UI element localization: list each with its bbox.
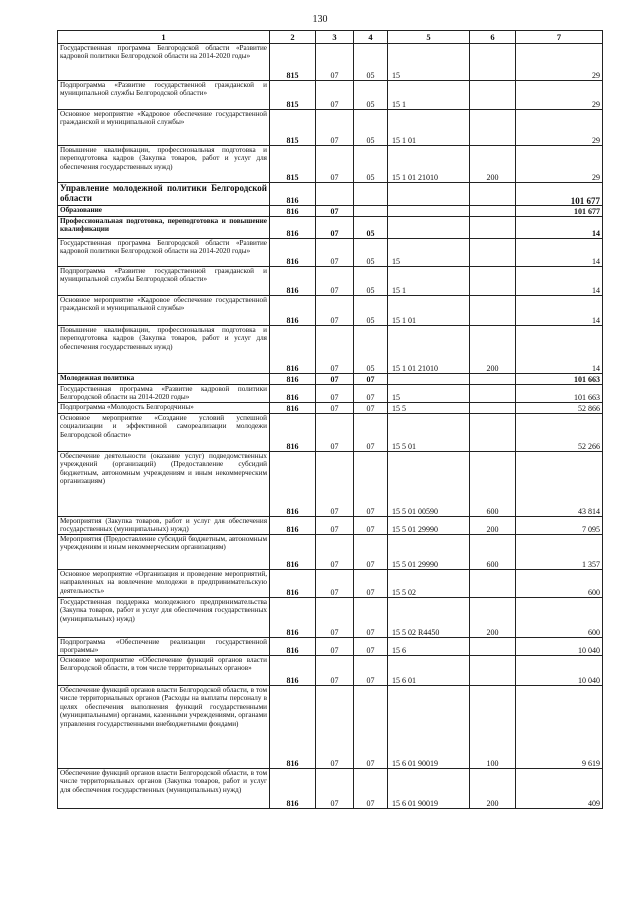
row-vr bbox=[470, 414, 516, 452]
row-csr: 15 6 bbox=[388, 638, 470, 656]
header-cell: 7 bbox=[516, 31, 603, 44]
table-row bbox=[58, 146, 603, 183]
row-name: Государственная программа Белгородской области «Развитие кадровой политики Белгородской области на 2014-2020 годы» bbox=[58, 44, 270, 81]
row-csr: 15 5 bbox=[388, 403, 470, 414]
row-pr: 07 bbox=[354, 769, 388, 809]
row-vr: 100 bbox=[470, 686, 516, 769]
row-csr bbox=[388, 183, 470, 206]
row-gr: 816 bbox=[270, 517, 316, 535]
row-sum: 14 bbox=[516, 296, 603, 326]
row-rz: 07 bbox=[316, 206, 354, 217]
row-rz: 07 bbox=[316, 326, 354, 374]
row-pr: 07 bbox=[354, 656, 388, 686]
row-gr: 815 bbox=[270, 146, 316, 183]
row-gr: 815 bbox=[270, 110, 316, 146]
table-row bbox=[58, 239, 603, 267]
row-pr: 07 bbox=[354, 535, 388, 570]
row-sum: 29 bbox=[516, 44, 603, 81]
table-row bbox=[58, 217, 603, 239]
row-rz: 07 bbox=[316, 638, 354, 656]
row-name: Мероприятия (Закупка товаров, работ и услуг для обеспечения государственных (муниципальных) нужд) bbox=[58, 517, 270, 535]
row-sum: 29 bbox=[516, 146, 603, 183]
row-rz: 07 bbox=[316, 296, 354, 326]
row-name: Подпрограмма «Молодость Белгородчины» bbox=[58, 403, 270, 414]
row-pr: 07 bbox=[354, 598, 388, 638]
row-rz: 07 bbox=[316, 414, 354, 452]
row-csr bbox=[388, 206, 470, 217]
row-rz: 07 bbox=[316, 517, 354, 535]
row-pr: 05 bbox=[354, 239, 388, 267]
row-csr: 15 1 01 bbox=[388, 296, 470, 326]
row-name: Обеспечение функций органов власти Белгородской области, в том числе территориальных органов (Расходы на выплаты персоналу в целях обеспечения выполнения функций государственными (муниципальными) органами, казенными учреждениями, органами управления государственными внебюджетными фондами) bbox=[58, 686, 270, 769]
row-vr: 200 bbox=[470, 326, 516, 374]
table-row bbox=[58, 374, 603, 385]
row-name: Государственная поддержка молодежного предпринимательства (Закупка товаров, работ и услуг для обеспечения государственных (муниципальных) нужд) bbox=[58, 598, 270, 638]
row-gr: 816 bbox=[270, 414, 316, 452]
row-pr: 07 bbox=[354, 452, 388, 517]
header-cell: 4 bbox=[354, 31, 388, 44]
row-rz: 07 bbox=[316, 385, 354, 403]
row-vr bbox=[470, 44, 516, 81]
row-csr: 15 5 01 29990 bbox=[388, 535, 470, 570]
row-pr: 07 bbox=[354, 403, 388, 414]
table-row bbox=[58, 183, 603, 206]
row-rz: 07 bbox=[316, 217, 354, 239]
row-sum: 101 663 bbox=[516, 385, 603, 403]
row-rz: 07 bbox=[316, 656, 354, 686]
row-sum: 10 040 bbox=[516, 656, 603, 686]
table-row bbox=[58, 296, 603, 326]
row-pr: 05 bbox=[354, 217, 388, 239]
row-rz: 07 bbox=[316, 44, 354, 81]
row-gr: 816 bbox=[270, 326, 316, 374]
row-name: Повышение квалификации, профессиональная подготовка и переподготовка кадров (Закупка товаров, работ и услуг для обеспечения государственных нужд) bbox=[58, 146, 270, 183]
row-pr bbox=[354, 206, 388, 217]
row-rz: 07 bbox=[316, 403, 354, 414]
row-vr bbox=[470, 183, 516, 206]
row-name: Основное мероприятие «Создание условий успешной социализации и эффективной самореализации молодежи Белгородской области» bbox=[58, 414, 270, 452]
row-pr: 05 bbox=[354, 146, 388, 183]
row-sum: 600 bbox=[516, 598, 603, 638]
row-vr bbox=[470, 638, 516, 656]
row-pr: 05 bbox=[354, 44, 388, 81]
row-name: Обеспечение функций органов власти Белгородской области, в том числе территориальных органов (Закупка товаров, работ и услуг для обеспечения государственных (муниципальных) нужд) bbox=[58, 769, 270, 809]
row-csr: 15 5 02 R4450 bbox=[388, 598, 470, 638]
header-cell: 2 bbox=[270, 31, 316, 44]
row-csr: 15 1 01 21010 bbox=[388, 146, 470, 183]
row-csr: 15 bbox=[388, 44, 470, 81]
row-csr: 15 1 bbox=[388, 267, 470, 296]
row-gr: 816 bbox=[270, 535, 316, 570]
row-rz: 07 bbox=[316, 598, 354, 638]
row-csr: 15 1 01 bbox=[388, 110, 470, 146]
row-vr bbox=[470, 656, 516, 686]
row-vr bbox=[470, 374, 516, 385]
row-csr bbox=[388, 374, 470, 385]
row-name: Основное мероприятие «Организация и проведение мероприятий, направленных на вовлечение молодежи в предпринимательскую деятельность» bbox=[58, 570, 270, 598]
row-sum: 52 266 bbox=[516, 414, 603, 452]
row-pr bbox=[354, 183, 388, 206]
row-csr bbox=[388, 217, 470, 239]
row-gr: 816 bbox=[270, 769, 316, 809]
row-rz: 07 bbox=[316, 374, 354, 385]
row-vr bbox=[470, 403, 516, 414]
row-gr: 816 bbox=[270, 403, 316, 414]
row-vr: 200 bbox=[470, 769, 516, 809]
row-name: Мероприятия (Предоставление субсидий бюджетным, автономным учреждениям и иным некоммерческим организациям) bbox=[58, 535, 270, 570]
row-vr bbox=[470, 239, 516, 267]
row-sum: 101 663 bbox=[516, 374, 603, 385]
row-gr: 816 bbox=[270, 638, 316, 656]
row-vr: 200 bbox=[470, 517, 516, 535]
row-csr: 15 6 01 90019 bbox=[388, 686, 470, 769]
table-row bbox=[58, 110, 603, 146]
table-row bbox=[58, 414, 603, 452]
row-name: Молодежная политика bbox=[58, 374, 270, 385]
row-pr: 05 bbox=[354, 267, 388, 296]
table-row bbox=[58, 638, 603, 656]
row-sum: 52 866 bbox=[516, 403, 603, 414]
header-cell: 1 bbox=[58, 31, 270, 44]
row-name: Государственная программа «Развитие кадровой политики Белгородской области на 2014-2020 годы» bbox=[58, 385, 270, 403]
row-vr: 600 bbox=[470, 452, 516, 517]
row-sum: 101 677 bbox=[516, 183, 603, 206]
row-sum: 9 619 bbox=[516, 686, 603, 769]
row-sum: 7 095 bbox=[516, 517, 603, 535]
table-row bbox=[58, 769, 603, 809]
table-row bbox=[58, 686, 603, 769]
row-sum: 1 357 bbox=[516, 535, 603, 570]
row-rz: 07 bbox=[316, 452, 354, 517]
row-sum: 600 bbox=[516, 570, 603, 598]
row-csr: 15 5 01 29990 bbox=[388, 517, 470, 535]
row-vr: 600 bbox=[470, 535, 516, 570]
table-header-row bbox=[58, 31, 603, 44]
table-row bbox=[58, 598, 603, 638]
header-cell: 3 bbox=[316, 31, 354, 44]
row-pr: 07 bbox=[354, 638, 388, 656]
row-sum: 14 bbox=[516, 326, 603, 374]
row-csr: 15 5 01 bbox=[388, 414, 470, 452]
table-row bbox=[58, 452, 603, 517]
row-pr: 07 bbox=[354, 385, 388, 403]
row-vr bbox=[470, 206, 516, 217]
row-sum: 29 bbox=[516, 110, 603, 146]
row-gr: 816 bbox=[270, 570, 316, 598]
row-vr: 200 bbox=[470, 146, 516, 183]
row-name: Подпрограмма «Обеспечение реализации государственной программы» bbox=[58, 638, 270, 656]
row-rz: 07 bbox=[316, 81, 354, 110]
row-sum: 14 bbox=[516, 217, 603, 239]
row-sum: 14 bbox=[516, 239, 603, 267]
table-row bbox=[58, 403, 603, 414]
row-csr: 15 bbox=[388, 239, 470, 267]
table-row bbox=[58, 535, 603, 570]
table-row bbox=[58, 517, 603, 535]
row-name: Повышение квалификации, профессиональная подготовка и переподготовка кадров (Закупка товаров, работ и услуг для обеспечения государственных нужд) bbox=[58, 326, 270, 374]
row-vr bbox=[470, 81, 516, 110]
row-rz: 07 bbox=[316, 267, 354, 296]
row-csr: 15 bbox=[388, 385, 470, 403]
row-name: Обеспечение деятельности (оказание услуг) подведомственных учреждений (организаций) (Предоставление субсидий бюджетным, автономным учреждениям и иным некоммерческим организациям) bbox=[58, 452, 270, 517]
row-name: Государственная программа Белгородской области «Развитие кадровой политики Белгородской области на 2014-2020 годы» bbox=[58, 239, 270, 267]
row-name: Подпрограмма «Развитие государственной гражданской и муниципальной службы Белгородской области» bbox=[58, 81, 270, 110]
row-sum: 10 040 bbox=[516, 638, 603, 656]
row-rz: 07 bbox=[316, 535, 354, 570]
row-pr: 07 bbox=[354, 686, 388, 769]
table-row bbox=[58, 206, 603, 217]
row-sum: 43 814 bbox=[516, 452, 603, 517]
row-vr: 200 bbox=[470, 598, 516, 638]
row-gr: 816 bbox=[270, 217, 316, 239]
row-gr: 816 bbox=[270, 374, 316, 385]
row-pr: 07 bbox=[354, 374, 388, 385]
row-gr: 815 bbox=[270, 81, 316, 110]
row-gr: 816 bbox=[270, 206, 316, 217]
row-name: Подпрограмма «Развитие государственной гражданской и муниципальной службы Белгородской области» bbox=[58, 267, 270, 296]
row-csr: 15 6 01 90019 bbox=[388, 769, 470, 809]
row-name: Основное мероприятие «Кадровое обеспечение государственной гражданской и муниципальной службы» bbox=[58, 110, 270, 146]
row-rz: 07 bbox=[316, 686, 354, 769]
table-row bbox=[58, 44, 603, 81]
row-vr bbox=[470, 110, 516, 146]
table-row bbox=[58, 656, 603, 686]
page-number: 130 bbox=[312, 14, 328, 25]
row-pr: 07 bbox=[354, 570, 388, 598]
row-gr: 816 bbox=[270, 296, 316, 326]
row-gr: 816 bbox=[270, 686, 316, 769]
row-csr: 15 5 01 00590 bbox=[388, 452, 470, 517]
row-name: Профессиональная подготовка, переподготовка и повышение квалификации bbox=[58, 217, 270, 239]
row-gr: 815 bbox=[270, 44, 316, 81]
row-gr: 816 bbox=[270, 452, 316, 517]
header-cell: 6 bbox=[470, 31, 516, 44]
row-pr: 07 bbox=[354, 414, 388, 452]
row-gr: 816 bbox=[270, 239, 316, 267]
row-sum: 101 677 bbox=[516, 206, 603, 217]
row-csr: 15 6 01 bbox=[388, 656, 470, 686]
row-gr: 816 bbox=[270, 598, 316, 638]
row-vr bbox=[470, 296, 516, 326]
row-vr bbox=[470, 385, 516, 403]
row-pr: 07 bbox=[354, 517, 388, 535]
row-vr bbox=[470, 570, 516, 598]
row-sum: 14 bbox=[516, 267, 603, 296]
row-gr: 816 bbox=[270, 183, 316, 206]
row-pr: 05 bbox=[354, 326, 388, 374]
table-row bbox=[58, 81, 603, 110]
row-rz: 07 bbox=[316, 239, 354, 267]
row-csr: 15 1 bbox=[388, 81, 470, 110]
row-csr: 15 5 02 bbox=[388, 570, 470, 598]
row-csr: 15 1 01 21010 bbox=[388, 326, 470, 374]
row-name: Основное мероприятие «Обеспечение функций органов власти Белгородской области, в том числе территориальных органов» bbox=[58, 656, 270, 686]
row-gr: 816 bbox=[270, 267, 316, 296]
row-vr bbox=[470, 267, 516, 296]
table-row bbox=[58, 385, 603, 403]
table-row bbox=[58, 570, 603, 598]
row-sum: 409 bbox=[516, 769, 603, 809]
row-pr: 05 bbox=[354, 110, 388, 146]
row-gr: 816 bbox=[270, 385, 316, 403]
budget-table bbox=[57, 30, 603, 809]
row-rz: 07 bbox=[316, 110, 354, 146]
table-row bbox=[58, 267, 603, 296]
row-rz: 07 bbox=[316, 570, 354, 598]
row-name: Управление молодежной политики Белгородской области bbox=[58, 183, 270, 206]
row-rz: 07 bbox=[316, 146, 354, 183]
row-name: Образование bbox=[58, 206, 270, 217]
row-rz bbox=[316, 183, 354, 206]
header-cell: 5 bbox=[388, 31, 470, 44]
row-sum: 29 bbox=[516, 81, 603, 110]
row-pr: 05 bbox=[354, 296, 388, 326]
row-gr: 816 bbox=[270, 656, 316, 686]
row-pr: 05 bbox=[354, 81, 388, 110]
table-row bbox=[58, 326, 603, 374]
row-name: Основное мероприятие «Кадровое обеспечение государственной гражданской и муниципальной службы» bbox=[58, 296, 270, 326]
row-rz: 07 bbox=[316, 769, 354, 809]
row-vr bbox=[470, 217, 516, 239]
